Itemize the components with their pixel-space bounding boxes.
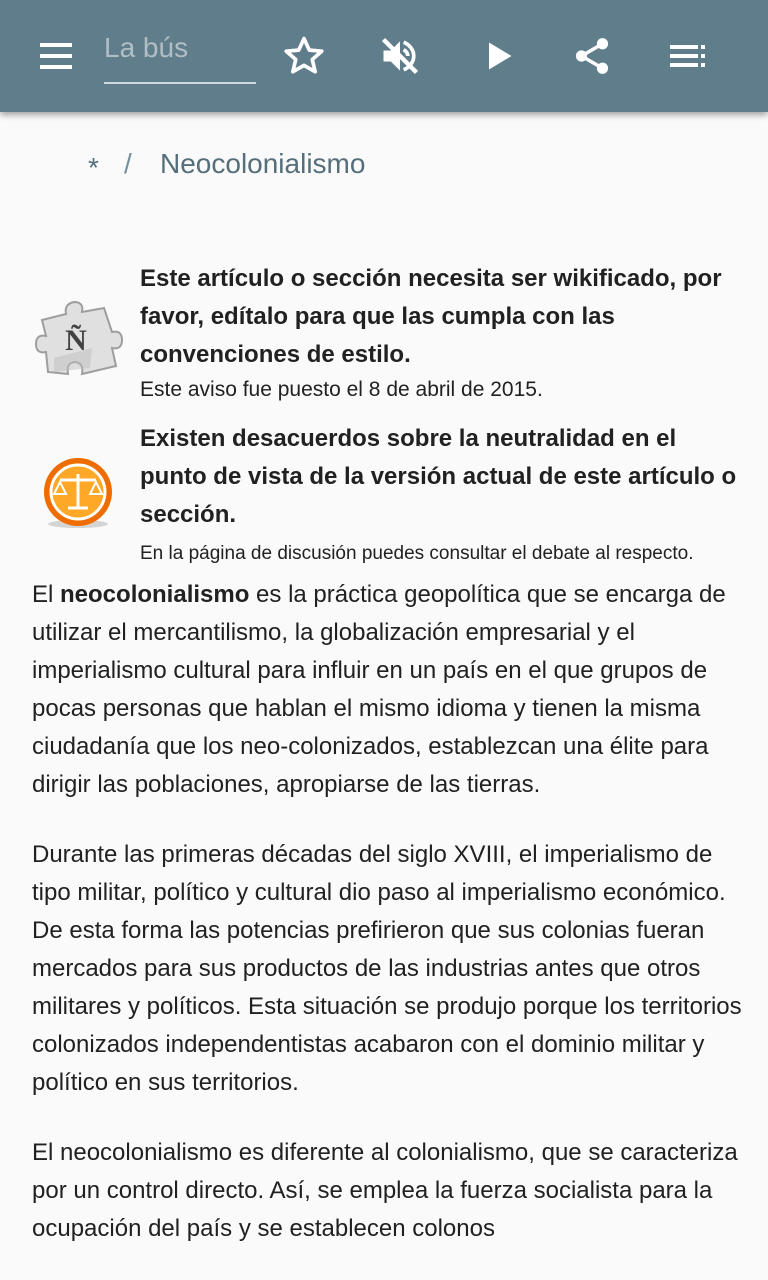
share-icon[interactable]: [566, 30, 618, 82]
article-term: neocolonialismo: [60, 581, 250, 608]
article-paragraph: [32, 576, 742, 804]
menu-icon[interactable]: [30, 30, 82, 82]
article-paragraph: Durante las primeras décadas del siglo XVIII, el imperialismo de tipo militar, político y cultural dio paso al imperialismo económico. De esta forma las potencias prefirieron que sus colonias fueran mercados para sus productos de las industrias antes que otros militares y políticos. Esta situación se produjo porque los territorios colonizados independentistas acabaron con el dominio militar y político en sus territorios.: [32, 841, 742, 1096]
volume-mute-icon[interactable]: [374, 30, 426, 82]
paragraph-text: El: [32, 581, 61, 608]
app-toolbar: [0, 0, 768, 112]
play-icon[interactable]: [472, 30, 524, 82]
notice-title: Este artículo o sección necesita ser wikificado, por favor, edítalo para que las cumpla con las convenciones de estilo.: [140, 265, 722, 368]
svg-text:Ñ: Ñ: [65, 324, 87, 357]
neutrality-notice: [32, 420, 736, 570]
wikify-notice: [32, 260, 736, 410]
notice-title: Existen desacuerdos sobre la neutralidad en el punto de vista de la versión actual de este artículo o sección.: [140, 425, 737, 528]
notice-subtitle: En la página de discusión puedes consultar el debate al respecto.: [140, 543, 694, 564]
breadcrumb-current[interactable]: Neocolonialismo: [160, 148, 366, 179]
article-paragraph: El neocolonialismo es diferente al colonialismo, que se caracteriza por un control directo. Así, se emplea la fuerza socialista para la ocupación del país y se establecen colonos: [32, 1139, 738, 1242]
search-input[interactable]: [104, 26, 256, 70]
breadcrumb-separator: /: [124, 148, 132, 179]
article-body: [32, 576, 742, 1280]
star-icon[interactable]: [278, 30, 330, 82]
wikify-puzzle-icon: [32, 290, 124, 382]
notice-subtitle: Este aviso fue puesto el 8 de abril de 2015.: [140, 378, 543, 401]
breadcrumb-root[interactable]: *: [88, 152, 99, 183]
list-icon[interactable]: [662, 30, 714, 82]
neutrality-notice-text: [140, 420, 740, 570]
paragraph-text: es la práctica geopolítica que se encarga de utilizar el mercantilismo, la globalización empresarial y el imperialismo cultural para influir en un país en el que grupos de pocas personas que hablan el mismo idioma y tienen la misma ciudadanía que los neo-colonizados, establezcan una élite para dirigir las poblaciones, apropiarse de las tierras.: [32, 581, 726, 798]
search-field[interactable]: [104, 26, 256, 84]
neutrality-scales-icon: [32, 454, 124, 546]
wikify-notice-text: [140, 260, 740, 406]
